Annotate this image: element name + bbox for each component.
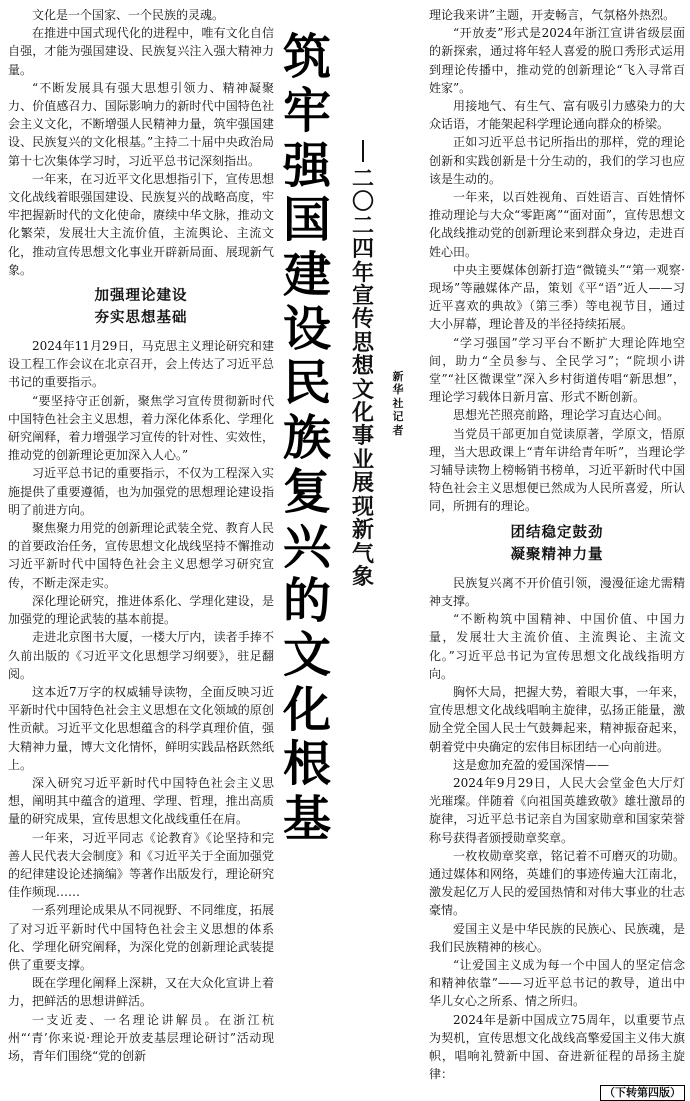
subheadline-char: 象 — [351, 563, 374, 590]
section-heading — [429, 522, 685, 566]
headline-char: 基 — [282, 790, 331, 847]
paragraph: 一年来，以百姓视角、百姓语言、百姓情怀推动理论与大众“零距离”“面对面”，宣传思想文化战线推动党的创新理论来到群众身边，走进百姓心田。 — [429, 190, 685, 259]
subheadline-char: 二 — [351, 166, 374, 192]
headline-char: 复 — [282, 464, 331, 521]
headline-char: 国 — [282, 192, 331, 249]
headline-char: 建 — [282, 246, 331, 303]
headline-char: 化 — [282, 681, 331, 738]
subheadline-char: 宣 — [351, 283, 374, 310]
byline-char: 社 — [392, 396, 404, 410]
subheadline-char: 化 — [351, 400, 374, 427]
paragraph: 聚焦聚力用党的创新理论武装全党、教育人民的首要政治任务，宣传思想文化战线坚持不懈推动习近平新时代中国特色社会主义思想学习研究宣传，不断走深走实。 — [8, 521, 274, 590]
headline-char: 文 — [282, 627, 331, 684]
paragraph: “学习强国”学习平台不断扩大理论阵地空间，助力“全员参与、全民学习”；“院坝小讲堂”“社区微课堂”深入乡村街道传唱“新思想”，理论学习载体日新月富、形式不断创新。 — [429, 335, 685, 405]
headline-char: 族 — [282, 409, 331, 466]
paragraph: “开放麦”形式是2024年浙江宣讲省级层面的新探索，通过将年轻人喜爱的脱口秀形式运用到理论传播中，推动党的创新理论“飞入寻常百姓家”。 — [429, 26, 685, 95]
paragraph: 文化是一个国家、一个民族的灵魂。 — [32, 8, 225, 22]
headline — [276, 30, 338, 846]
paragraph: 在推进中国式现代化的进程中，唯有文化自信自强，才能为强国建设、民族复兴注入强大精神力量。 — [8, 26, 274, 77]
headline-char: 民 — [282, 355, 331, 412]
paragraph: 这本近7万字的权威辅导读物，全面反映习近平新时代中国特色社会主义思想在文化领域的原创性贡献。习近平文化思想蕴含的科学真理价值，强大精神力量，博大文化情怀，鲜明实践品格跃然纸上。 — [8, 684, 274, 772]
subheadline-char: 气 — [351, 540, 374, 567]
headline-char: 的 — [282, 573, 331, 630]
section-heading — [8, 285, 274, 329]
paragraph: 2024年是新中国成立75周年，以重要节点为契机，宣传思想文化战线高擎爱国主义伟大旗帜，唱响礼赞新中国、奋进新征程的昂扬主旋律： — [429, 1012, 685, 1082]
paragraph: 这是愈加充盈的爱国深情—— — [453, 757, 610, 772]
paragraph: 一系列理论成果从不同视野、不同维度，拓展了对习近平新时代中国特色社会主义思想的体系化、学理化研究阐释，为深化党的创新理论武装提供了重要支撑。 — [8, 903, 274, 972]
paragraph: “不断发展具有强大思想引领力、精神凝聚力、价值感召力、国际影响力的新时代中国特色社会主义文化，不断增强人民精神力量，筑牢强国建设、民族复兴的文化根基。”主持二十届中央政治局第十七次集体学习时，习近平总书记深刻指出。 — [8, 80, 274, 168]
byline-char: 记 — [392, 410, 404, 424]
paragraph: 民族复兴离不开价值引领，漫漫征途尤需精神支撑。 — [429, 575, 685, 608]
subheadline-char: 年 — [351, 259, 374, 286]
paragraph: “要坚持守正创新，聚焦学习宣传贯彻新时代中国特色社会主义思想，着力深化体系化、学理化研究阐释，着力增强学习宣传的针对性、实效性，推动党的创新理论更加深入人心。” — [8, 393, 274, 463]
byline-char: 者 — [392, 423, 404, 437]
paragraph: 当党员干部更加自觉读原著，学原文，悟原理，当大思政课上“青年讲给青年听”，当理论学习辅导读物上榜畅销书榜单，习近平新时代中国特色社会主义思想便已然成为人民所喜爱，所认同，所拥有的理论。 — [429, 426, 685, 514]
subheadline-char: 四 — [351, 236, 374, 263]
paragraph: 胸怀大局，把握大势，着眼大事，一年来，宣传思想文化战线唱响主旋律，弘扬正能量，激励全党全国人民士气鼓舞起来，精神振奋起来，朝着党中央确定的宏伟目标团结一心向前进。 — [429, 684, 685, 754]
paragraph: 走进北京图书大厦，一楼大厅内，读者手捧不久前出版的《习近平文化思想学习纲要》，驻足翻阅。 — [8, 630, 274, 681]
continued-on-page-four-box[interactable]: （下转第四版） — [600, 1085, 685, 1101]
paragraph: 理论我来讲”主题，开麦畅言，气氛格外热烈。 — [429, 8, 676, 22]
paragraph: 2024年11月29日，马克思主义理论研究和建设工程工作会议在北京召开，会上传达了习近平总书记的重要指示。 — [8, 339, 274, 390]
byline-char: 新 — [392, 370, 404, 383]
paragraph: 用接地气、有生气、富有吸引力感染力的大众话语，才能架起科学理论通向群众的桥梁。 — [429, 99, 685, 132]
paragraph: 爱国主义是中华民族的民族心、民族魂，是我们民族精神的核心。 — [429, 921, 685, 954]
subheadline-char: 传 — [351, 306, 374, 333]
paragraph: 一年来，习近平同志《论教育》《论坚持和完善人民代表大会制度》和《习近平关于全面加强党的纪律建设论述摘编》等著作出版发行，理论研究佳作频现…… — [8, 830, 274, 900]
subheadline-char: 〇 — [351, 189, 374, 216]
paragraph: 习近平总书记的重要指示，不仅为工程深入实施提供了重要遵循，也为加强党的思想理论建设指明了前进方向。 — [8, 466, 274, 517]
section-heading-line: 凝聚精神力量 — [510, 546, 604, 563]
subheadline-char: 展 — [351, 470, 374, 497]
subheadline-char: 想 — [351, 353, 374, 380]
subheadline-char: 二 — [351, 212, 374, 239]
dash-rule — [362, 140, 364, 162]
paragraph: 一枚枚勋章奖章，铭记着不可磨灭的功勋。通过媒体和网络，英雄们的事迹传遍大江南北，激发起亿万人民的爱国热情和对伟大事业的壮志豪情。 — [429, 848, 685, 918]
byline — [390, 370, 406, 437]
headline-char: 强 — [282, 137, 331, 194]
section-heading-line: 夯实思想基础 — [94, 310, 188, 327]
paragraph: 既在学理化阐释上深耕，又在大众化宣讲上着力，把鲜活的思想讲鲜活。 — [8, 976, 274, 1009]
byline-char: 华 — [392, 383, 404, 397]
left-column — [8, 6, 274, 1063]
subheadline-char: 现 — [351, 493, 374, 520]
headline-char: 兴 — [282, 518, 331, 575]
subheadline-char: 思 — [351, 329, 374, 356]
section-heading-line: 团结稳定鼓劲 — [510, 524, 604, 541]
paragraph: 思想光芒照亮前路，理论学习直达心间。 — [453, 408, 670, 423]
headline-char: 根 — [282, 736, 331, 793]
subheadline-char: 文 — [351, 376, 374, 403]
paragraph: 2024年9月29日，人民大会堂金色大厅灯光璀璨。伴随着《向祖国英雄致敬》雄壮激昂的旋律，习近平总书记亲自为国家勋章和国家荣誉称号获得者颁授勋章奖章。 — [429, 775, 685, 845]
paragraph: 深化理论研究，推进体系化、学理化建设，是加强党的理论武装的基本前提。 — [8, 593, 274, 627]
paragraph: 一支近麦、一名理论讲解员。在浙江杭州“‘青’你来说·理论开放麦基层理论研讨”活动现场，青年们围绕“党的创新 — [8, 1012, 274, 1063]
subheadline-char: 业 — [351, 446, 374, 473]
right-column — [429, 6, 685, 1100]
headline-char: 牢 — [282, 83, 331, 140]
subheadline-char: 事 — [351, 423, 374, 450]
paragraph: “不断构筑中国精神、中国价值、中国力量，发展壮大主流价值、主流舆论、主流文化。”习近平总书记为宣传思想文化战线指明方向。 — [429, 612, 685, 681]
headline-char: 设 — [282, 301, 331, 358]
paragraph: 一年来，在习近平文化思想指引下，宣传思想文化战线着眼强国建设、民族复兴的战略高度，牢牢把握新时代的文化使命，赓续中华文脉，推动文化繁荣，发展壮大主流价值，主流舆论、主流文化，推动宣传思想文化事业开辟新局面、展现新气象。 — [8, 171, 274, 277]
subheadline — [345, 140, 381, 589]
paragraph: “让爱国主义成为每一个中国人的坚定信念和精神依靠”——习近平总书记的教导，道出中华儿女心之所系、情之所归。 — [429, 957, 685, 1009]
paragraph: 深入研究习近平新时代中国特色社会主义思想，阐明其中蕴含的道理、学理、哲理，推出高质量的研究成果，宣传思想文化战线重任在肩。 — [8, 775, 274, 827]
section-heading-line: 加强理论建设 — [94, 288, 188, 305]
subheadline-char: 新 — [351, 517, 374, 544]
headline-char: 筑 — [282, 29, 331, 85]
paragraph: 中央主要媒体创新打造“微镜头”“第一观察·现场”等融媒体产品，策划《平“语”近人——习近平喜欢的典故》（第三季）等电视节目，通过大小屏幕，理论普及的半径持续拓展。 — [429, 262, 685, 332]
paragraph: 正如习近平总书记所指出的那样，党的理论创新和实践创新是十分生动的，我们的学习也应该是生动的。 — [429, 135, 685, 186]
